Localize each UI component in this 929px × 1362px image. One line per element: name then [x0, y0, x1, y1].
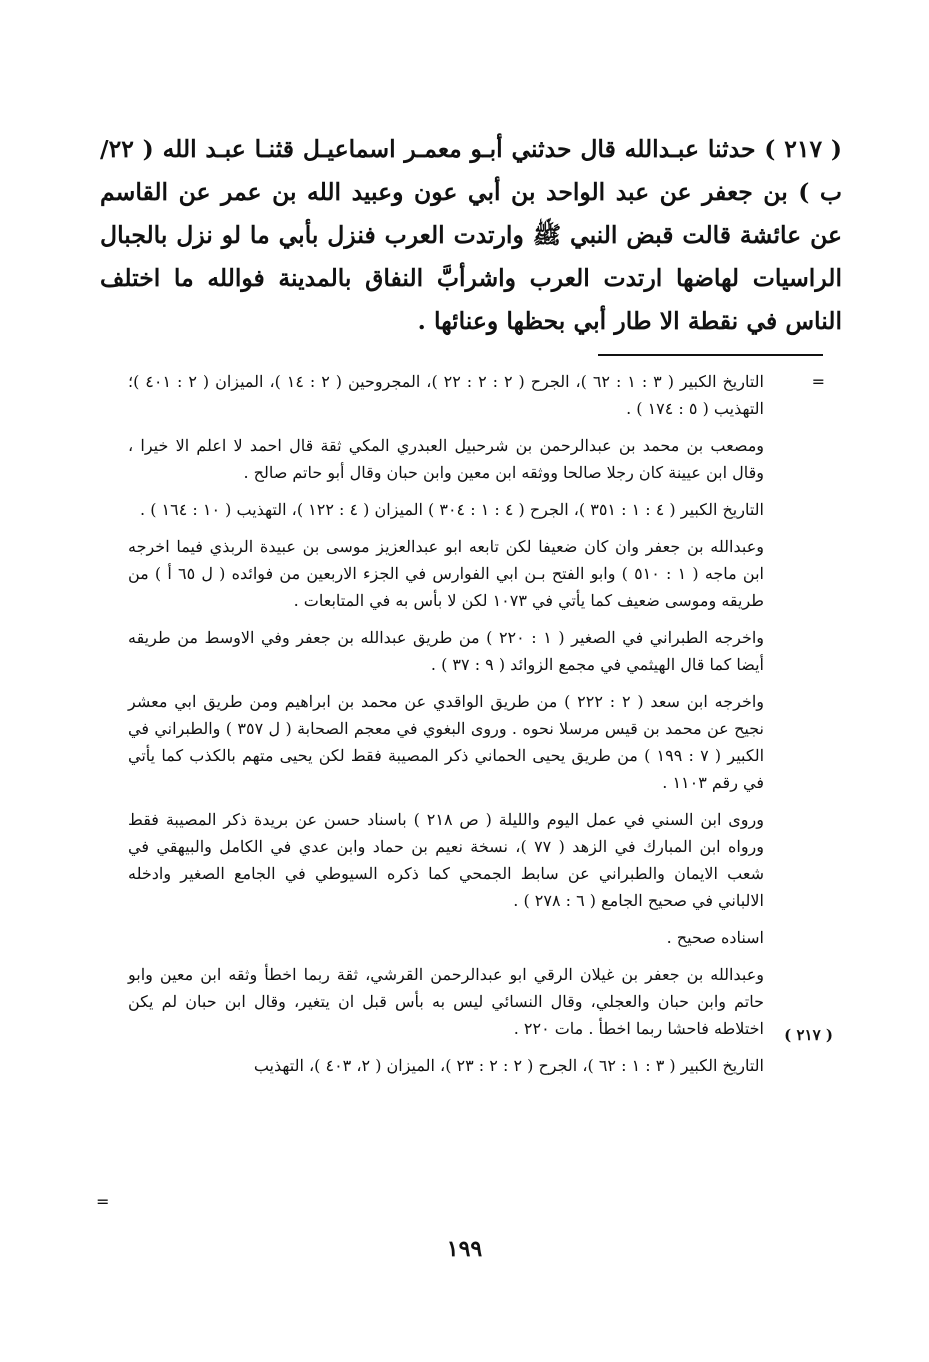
footnote-paragraph: وعبدالله بن جعفر بن غيلان الرقي ابو عبدالرحمن القرشي، ثقة ربما اخطأ وثقه ابن معين وابو حاتم وابن حبان والعجلي، وقال النسائي ليس به بأس قبل ان يتغير، وقال ابن حبان لم يكن اختلاطه فاحشا ربما اخطأ . مات ٢٢٠ .: [128, 965, 764, 1038]
continuation-mark: =: [811, 372, 825, 391]
footnote-paragraph: ومصعب بن محمد بن عبدالرحمن بن شرحبيل العبدري المكي ثقة قال احمد لا اعلم الا خيرا ، وقال ابن عيينة كان رجلا صالحا ووثقه ابن معين وابن حبان وقال أبو حاتم صالح .: [128, 436, 764, 482]
page-number: ١٩٩: [446, 1236, 483, 1262]
hadith-text: ( ٢١٧ ) حدثنا عبـدالله قال حدثني أبـو معمـر اسماعيـل قثنـا عبـد الله ( ٢٢/ب ) بن جعفر عن عبد الواحد بن أبي عون وعبيد الله بن عمر عن القاسم عن عائشة قالت قبض النبي ﷺ وارتدت العرب فنزل بأبي ما لو نزل بالجبال الراسيات لهاضها ارتدت العرب واشرأبَّ النفاق بالمدينة فوالله ما اختلف الناس في نقطة الا طار أبي بحظها وعنائها .: [100, 135, 842, 335]
footnote-paragraph: اسناده صحيح .: [666, 928, 764, 947]
footnote-paragraph: التاريخ الكبير ( ٣ : ١ : ٦٢ )، الجرح ( ٢ : ٢ : ٢٣ )، الميزان ( ٢، ٤٠٣ )، التهذيب: [253, 1056, 764, 1075]
footnote-paragraph: واخرجه الطبراني في الصغير ( ١ : ٢٢٠ ) من طريق عبدالله بن جعفر وفي الاوسط من طريقه أيضا كما قال الهيثمي في مجمع الزوائد ( ٩ : ٣٧ ) .: [128, 628, 765, 674]
footnote-paragraph: وروى ابن السني في عمل اليوم والليلة ( ص ٢١٨ ) باسناد حسن عن بريدة ذكر المصيبة فقط ورواه ابن المبارك في الزهد ( ٧٧ )، نسخة نعيم بن حماد وابن عدي في الكامل والبيهقي في شعب الايمان والطبراني عن سابط الجمحي كما ذكره السيوطي في الجامع الصغير وادخله الالباني في صحيح الجامع ( ٦ : ٢٧٨ ) .: [128, 810, 765, 910]
footnote-ref-label: ( ٢١٧ ): [784, 1026, 833, 1044]
footnote-paragraph: وعبدالله بن جعفر وان كان ضعيفا لكن تابعه ابو عبدالعزيز موسى بن عبيدة الربذي فيما اخرجه ابن ماجه ( ١ : ٥١٠ ) وابو الفتح بـن ابي الفوارس في الجزء الاربعين من فوائده ( ل ٦٥ أ ) من طريقه وموسى ضعيف كما يأتي في ١٠٧٣ لكن لا بأس به في المتابعات .: [128, 537, 765, 610]
footnote-paragraph: التاريخ الكبير ( ٤ : ١ : ٣٥١ )، الجرح ( ٤ : ١ : ٣٠٤ ) الميزان ( ٤ : ١٢٢ )، التهذيب ( ١٠ : ١٦٤ ) .: [140, 500, 764, 519]
footnotes: [128, 368, 764, 1089]
continuation-mark-end: =: [96, 1192, 110, 1211]
footnote-paragraph: التاريخ الكبير ( ٣ : ١ : ٦٢ )، الجرح ( ٢ : ٢ : ٢٢ )، المجروحين ( ٢ : ١٤ )، الميزان ( ٢ : ٤٠١ )؛ التهذيب ( ٥ : ١٧٤ ) .: [128, 372, 764, 418]
footnote-paragraph: واخرجه ابن سعد ( ٢ : ٢٢٢ ) من طريق الواقدي عن محمد بن ابراهيم ومن طريق ابي معشر نجيح عن محمد بن قيس مرسلا نحوه . وروى البغوي في معجم الصحابة ( ل ٣٥٧ ) والطبراني في الكبير ( ٧ : ١٩٩ ) من طريق يحيى الحماني ذكر المصيبة فقط لكن يحيى متهم بالكذب كما يأتي في رقم ١١٠٣ .: [128, 692, 765, 792]
footnote-separator: [598, 354, 823, 356]
